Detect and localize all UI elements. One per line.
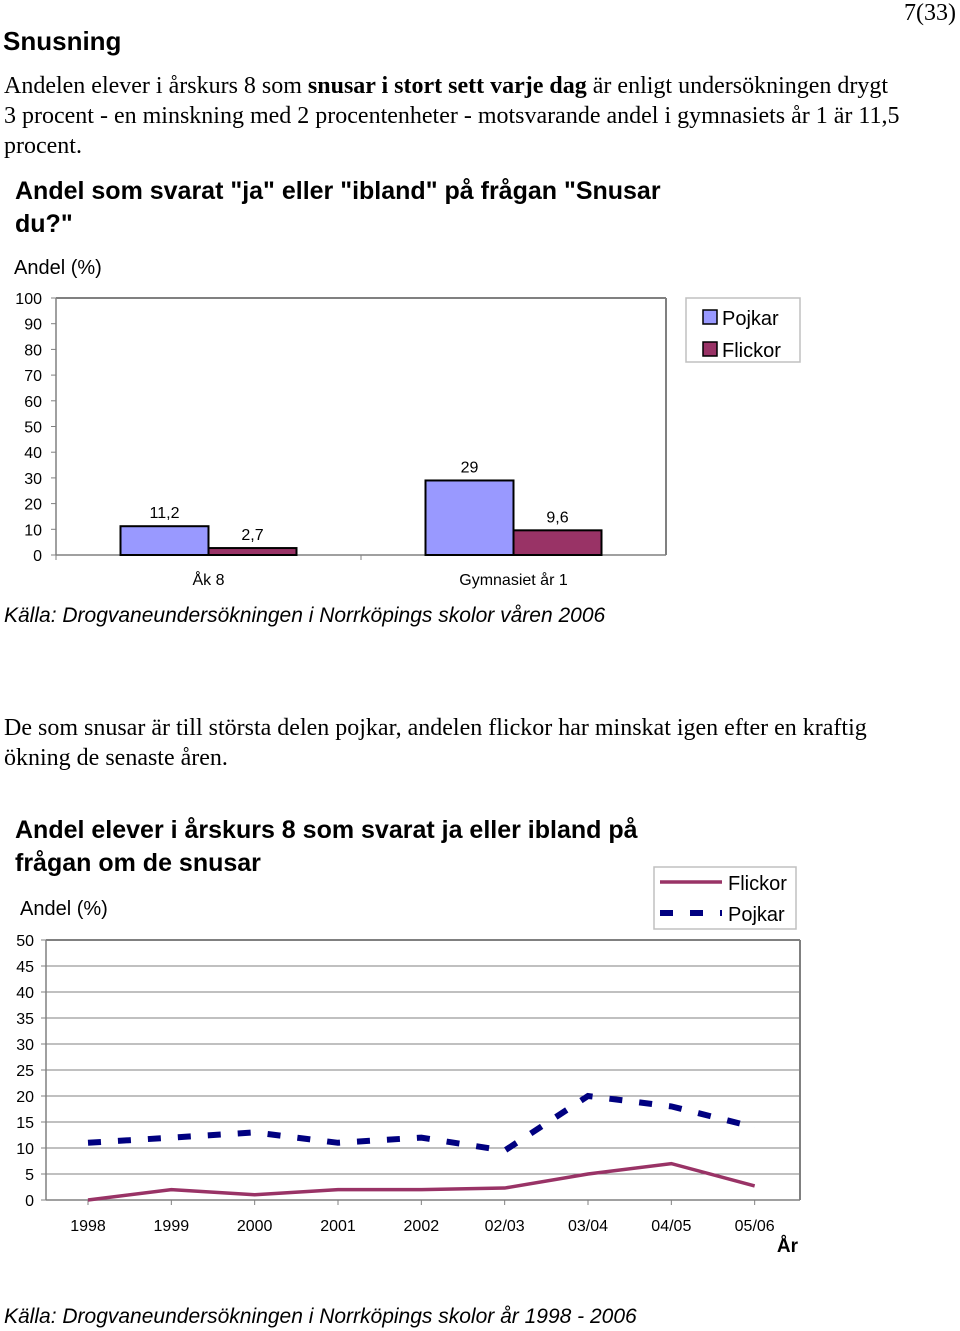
- y-tick-label: 40: [24, 445, 42, 463]
- y-tick-label: 20: [24, 496, 42, 514]
- bar-value-label: 2,7: [241, 527, 264, 545]
- x-category-label: Åk 8: [192, 572, 225, 589]
- y-tick-label: 10: [16, 1141, 34, 1158]
- bar-value-label: 29: [460, 459, 479, 477]
- x-tick-label: 2000: [236, 1218, 273, 1235]
- line-chart: [0, 860, 960, 1260]
- y-tick-label: 30: [16, 1037, 34, 1054]
- section-heading: Snusning: [3, 26, 122, 56]
- line-chart-title: Andel elever i årskurs 8 som svarat ja eller ibland på frågan om de snusar: [15, 816, 638, 877]
- legend: [686, 298, 800, 362]
- bar: [514, 530, 602, 555]
- y-axis-label: Andel (%): [14, 257, 102, 279]
- y-tick-label: 70: [24, 368, 42, 386]
- y-tick-label: 15: [16, 1115, 34, 1132]
- series-line: [88, 1164, 755, 1200]
- intro-text-bold: snusar i stort sett varje dag: [307, 73, 587, 99]
- legend-label: Flickor: [722, 340, 781, 362]
- x-tick-label: 04/05: [651, 1218, 692, 1235]
- intro-text-start: Andelen elever i årskurs 8 som: [4, 73, 308, 99]
- x-tick-label: 02/03: [484, 1218, 525, 1235]
- girls-boys-paragraph: De som snusar är till största delen pojkar, andelen flickor har minskat igen efter en kraftig ökning de senaste åren.: [4, 715, 867, 771]
- y-tick-label: 80: [24, 342, 42, 360]
- x-tick-label: 05/06: [734, 1218, 775, 1235]
- x-tick-label: 1999: [153, 1218, 190, 1235]
- x-tick-label: 03/04: [567, 1218, 609, 1235]
- x-tick-label: 2001: [320, 1218, 356, 1235]
- bar: [426, 480, 514, 555]
- y-tick-label: 100: [15, 291, 42, 308]
- line-chart-source: Källa: Drogvaneundersökningen i Norrköpings skolor år 1998 - 2006: [4, 1305, 637, 1328]
- y-tick-label: 35: [16, 1011, 34, 1028]
- legend-label: Pojkar: [722, 308, 779, 330]
- legend-swatch: [703, 342, 717, 356]
- bar: [209, 548, 297, 555]
- y-tick-label: 0: [33, 548, 42, 565]
- x-tick-label: 2002: [403, 1218, 440, 1235]
- x-axis-label: År: [776, 1236, 798, 1257]
- x-tick-label: 1998: [70, 1218, 106, 1235]
- y-tick-label: 25: [16, 1063, 34, 1080]
- y-tick-label: 90: [24, 316, 42, 334]
- y-tick-label: 45: [16, 959, 34, 976]
- intro-paragraph: [4, 71, 904, 161]
- legend-label: Pojkar: [728, 904, 785, 926]
- series-line: [88, 1096, 755, 1151]
- y-tick-label: 50: [16, 933, 34, 950]
- bar-value-label: 11,2: [149, 505, 180, 523]
- bar-chart: [0, 250, 960, 595]
- bar-chart-title: Andel som svarat "ja" eller "ibland" på frågan "Snusar du?": [15, 177, 661, 238]
- bar: [121, 526, 209, 555]
- y-tick-label: 60: [24, 393, 42, 411]
- legend: [654, 867, 796, 929]
- bar-chart-source: Källa: Drogvaneundersökningen i Norrköpings skolor våren 2006: [4, 604, 606, 627]
- intro-text-end: är enligt undersökningen drygt 3 procent - en minskning med 2 procentenheter - motsvarande andel i gymnasiets år 1 är 11,5 procent.: [4, 73, 900, 159]
- y-tick-label: 5: [25, 1167, 34, 1184]
- y-tick-label: 50: [24, 419, 42, 437]
- page-number: 7(33): [904, 0, 956, 26]
- y-tick-label: 30: [24, 470, 42, 488]
- legend-swatch: [703, 310, 717, 324]
- bar-value-label: 9,6: [546, 509, 569, 527]
- y-tick-label: 40: [16, 985, 34, 1002]
- y-tick-label: 20: [16, 1089, 34, 1106]
- y-tick-label: 0: [25, 1193, 34, 1210]
- legend-label: Flickor: [728, 873, 787, 895]
- x-category-label: Gymnasiet år 1: [459, 572, 568, 589]
- y-axis-label: Andel (%): [20, 898, 108, 920]
- y-tick-label: 10: [24, 522, 42, 540]
